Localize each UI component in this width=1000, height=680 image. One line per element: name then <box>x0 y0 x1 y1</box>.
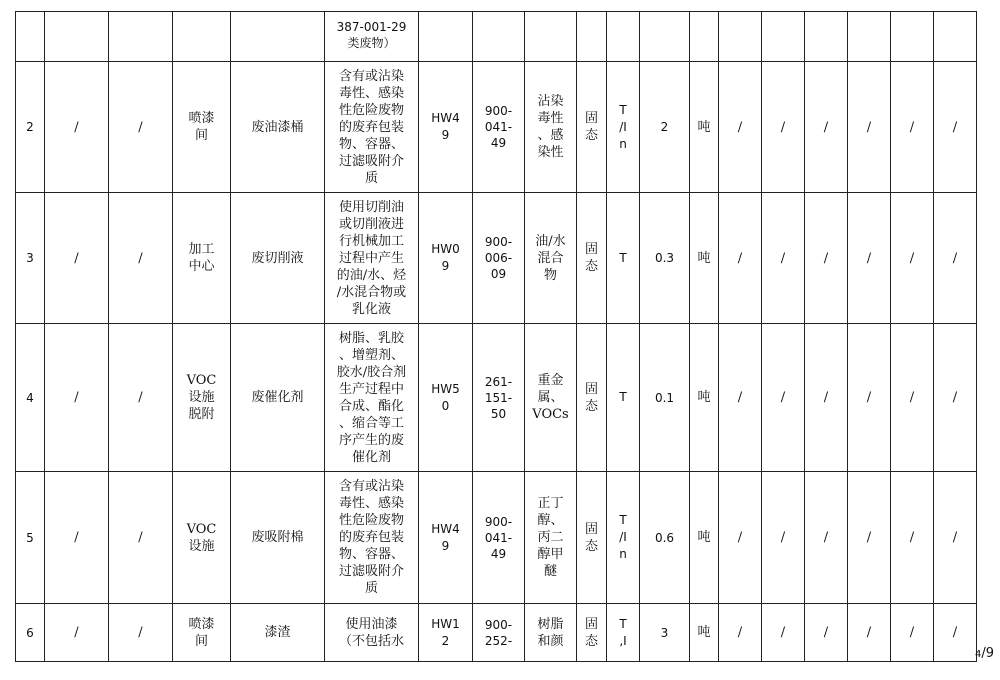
cell-category: HW4 9 <box>419 62 473 193</box>
cell-c3: / <box>109 472 173 604</box>
cell-category: HW4 9 <box>419 472 473 604</box>
cell-no: 5 <box>16 472 45 604</box>
cell-form: 固 态 <box>577 62 607 193</box>
cell-property: T ,I <box>607 604 640 662</box>
cell-name: 废切削液 <box>231 193 325 324</box>
cell-amount: 3 <box>640 604 690 662</box>
cell-amount <box>640 12 690 62</box>
cell-r2: / <box>762 193 805 324</box>
cell-code: 900- 041- 49 <box>473 62 525 193</box>
cell-r1 <box>719 12 762 62</box>
cell-code: 261- 151- 50 <box>473 324 525 472</box>
cell-form: 固 态 <box>577 324 607 472</box>
cell-no: 4 <box>16 324 45 472</box>
cell-unit: 吨 <box>690 62 719 193</box>
cell-r3 <box>805 12 848 62</box>
cell-r1: / <box>719 472 762 604</box>
cell-hazard: 沾染 毒性 、感 染性 <box>525 62 577 193</box>
cell-code: 900- 006- 09 <box>473 193 525 324</box>
cell-name: 废油漆桶 <box>231 62 325 193</box>
cell-form: 固 态 <box>577 604 607 662</box>
cell-name: 废催化剂 <box>231 324 325 472</box>
cell-amount: 0.1 <box>640 324 690 472</box>
cell-source: 喷漆 间 <box>173 604 231 662</box>
cell-r2: / <box>762 324 805 472</box>
cell-r6: / <box>934 324 977 472</box>
cell-r4 <box>848 12 891 62</box>
cell-r1: / <box>719 324 762 472</box>
cell-r4: / <box>848 472 891 604</box>
cell-r4: / <box>848 324 891 472</box>
cell-no: 6 <box>16 604 45 662</box>
cell-c3: / <box>109 62 173 193</box>
cell-unit: 吨 <box>690 472 719 604</box>
cell-name <box>231 12 325 62</box>
cell-description: 含有或沾染 毒性、感染 性危险废物 的废弃包装 物、容器、 过滤吸附介 质 <box>325 472 419 604</box>
cell-no <box>16 12 45 62</box>
table-row <box>16 193 977 324</box>
cell-r2 <box>762 12 805 62</box>
table-row-continued <box>16 12 977 62</box>
cell-r1: / <box>719 62 762 193</box>
cell-amount: 2 <box>640 62 690 193</box>
cell-r1: / <box>719 193 762 324</box>
cell-r6 <box>934 12 977 62</box>
cell-source <box>173 12 231 62</box>
cell-hazard: 重金 属、 VOCs <box>525 324 577 472</box>
cell-amount: 0.3 <box>640 193 690 324</box>
cell-description: 含有或沾染 毒性、感染 性危险废物 的废弃包装 物、容器、 过滤吸附介 质 <box>325 62 419 193</box>
cell-code: 900- 252- <box>473 604 525 662</box>
page-separator: / <box>981 646 986 661</box>
cell-form <box>577 12 607 62</box>
cell-source: 喷漆 间 <box>173 62 231 193</box>
table-row <box>16 604 977 662</box>
cell-no: 2 <box>16 62 45 193</box>
cell-r1: / <box>719 604 762 662</box>
cell-hazard: 树脂 和颜 <box>525 604 577 662</box>
cell-property: T /I n <box>607 472 640 604</box>
cell-r4: / <box>848 193 891 324</box>
page-number <box>975 646 994 661</box>
cell-hazard: 油/水 混合 物 <box>525 193 577 324</box>
cell-name: 漆渣 <box>231 604 325 662</box>
hazardous-waste-table <box>15 11 977 662</box>
cell-name: 废吸附棉 <box>231 472 325 604</box>
cell-unit: 吨 <box>690 324 719 472</box>
cell-r3: / <box>805 193 848 324</box>
cell-no: 3 <box>16 193 45 324</box>
cell-r3: / <box>805 324 848 472</box>
cell-form: 固 态 <box>577 193 607 324</box>
page-current: 4 <box>974 649 982 660</box>
cell-hazard <box>525 12 577 62</box>
cell-hazard: 正丁 醇、 丙二 醇甲 醚 <box>525 472 577 604</box>
cell-r5: / <box>891 193 934 324</box>
cell-r2: / <box>762 472 805 604</box>
cell-c3: / <box>109 604 173 662</box>
cell-r6: / <box>934 62 977 193</box>
table-row <box>16 62 977 193</box>
cell-c3 <box>109 12 173 62</box>
cell-r5: / <box>891 604 934 662</box>
cell-property: T <box>607 324 640 472</box>
cell-form: 固 态 <box>577 472 607 604</box>
cell-r5 <box>891 12 934 62</box>
cell-property: T /I n <box>607 62 640 193</box>
cell-r2: / <box>762 62 805 193</box>
cell-c3: / <box>109 324 173 472</box>
cell-description: 使用油漆 （不包括水 <box>325 604 419 662</box>
cell-r3: / <box>805 604 848 662</box>
cell-c2: / <box>45 193 109 324</box>
cell-description: 使用切削油 或切削液进 行机械加工 过程中产生 的油/水、烃 /水混合物或 乳化液 <box>325 193 419 324</box>
cell-r5: / <box>891 472 934 604</box>
cell-amount: 0.6 <box>640 472 690 604</box>
cell-unit: 吨 <box>690 193 719 324</box>
cell-unit <box>690 12 719 62</box>
cell-c2: / <box>45 324 109 472</box>
cell-source: VOC 设施 脱附 <box>173 324 231 472</box>
table-row <box>16 472 977 604</box>
cell-category: HW5 0 <box>419 324 473 472</box>
cell-description: 树脂、乳胶 、增塑剂、 胶水/胶合剂 生产过程中 合成、酯化 、缩合等工 序产生的废 催化剂 <box>325 324 419 472</box>
cell-r6: / <box>934 193 977 324</box>
cell-c2: / <box>45 604 109 662</box>
cell-c2: / <box>45 62 109 193</box>
cell-code <box>473 12 525 62</box>
cell-c2 <box>45 12 109 62</box>
cell-r2: / <box>762 604 805 662</box>
cell-c2: / <box>45 472 109 604</box>
cell-category <box>419 12 473 62</box>
cell-r5: / <box>891 62 934 193</box>
cell-description: 387-001-29 类废物） <box>325 12 419 62</box>
cell-property <box>607 12 640 62</box>
cell-unit: 吨 <box>690 604 719 662</box>
table-row <box>16 324 977 472</box>
cell-category: HW1 2 <box>419 604 473 662</box>
cell-category: HW0 9 <box>419 193 473 324</box>
cell-c3: / <box>109 193 173 324</box>
cell-r3: / <box>805 62 848 193</box>
cell-r5: / <box>891 324 934 472</box>
page-total: 9 <box>985 646 994 661</box>
cell-r3: / <box>805 472 848 604</box>
cell-source: VOC 设施 <box>173 472 231 604</box>
cell-r4: / <box>848 604 891 662</box>
cell-r4: / <box>848 62 891 193</box>
cell-source: 加工 中心 <box>173 193 231 324</box>
cell-code: 900- 041- 49 <box>473 472 525 604</box>
cell-property: T <box>607 193 640 324</box>
cell-r6: / <box>934 472 977 604</box>
cell-r6: / <box>934 604 977 662</box>
